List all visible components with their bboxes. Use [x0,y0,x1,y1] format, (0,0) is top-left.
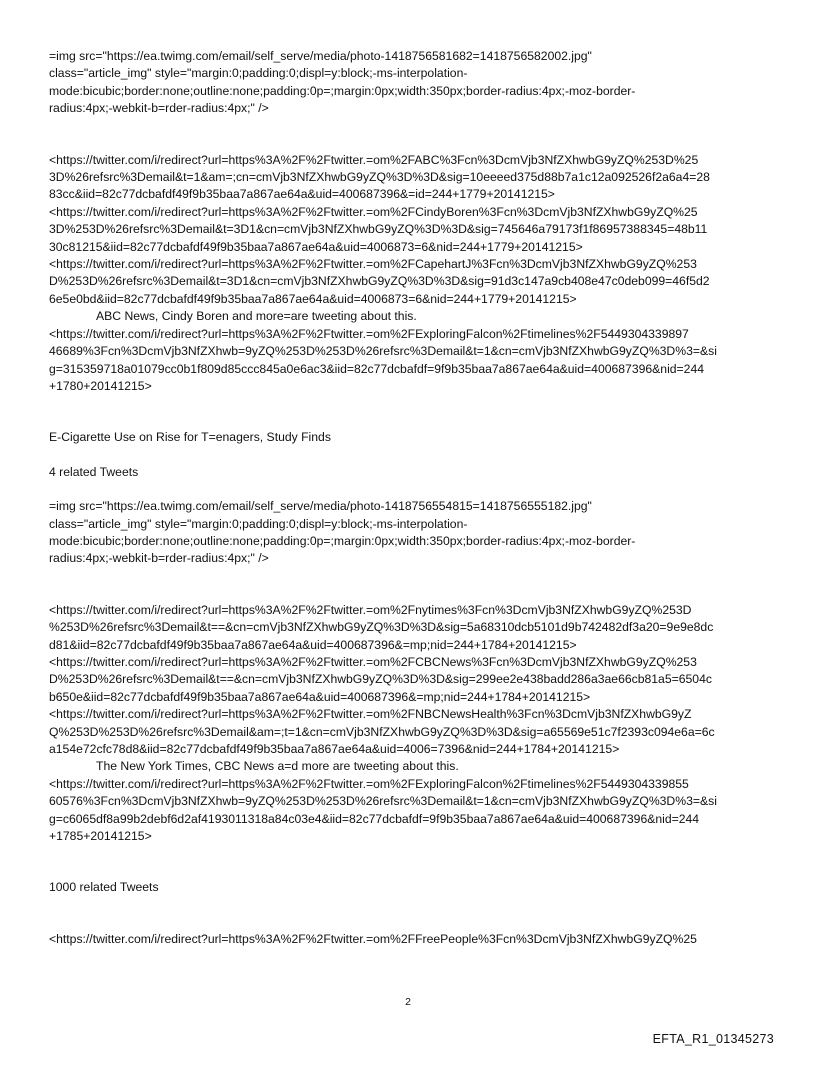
spacer [49,897,771,931]
timeline-link-2: <https://twitter.com/i/redirect?url=https%3A%2F%2Ftwitter.=om%2FExploringFalcon%2Ftimelines%2F5449304339855 60576%3Fcn%3DcmVjb3NfZXhwb=9yZQ%253D%253D%26refsrc%3Demail&t=1&cn=cmVjb3NfZXhwbG9yZQ%3D%3=&si g=c6065df8a99b2debf6d2af4193011318a84c03e4&iid=82c77dcbafdf=9f9b35baa7a867ae64a&uid=400687396&nid=244 +1785+20141215> [49,776,717,844]
document-id-stamp: EFTA_R1_01345273 [652,1032,774,1046]
related-tweets-count-2: 1000 related Tweets [49,880,159,895]
document-body [49,48,771,948]
spacer [49,481,771,498]
related-tweets-count-1: 4 related Tweets [49,464,139,479]
image-tag-text-1: =img src="https://ea.twimg.com/email/self_serve/media/photo-1418756581682=1418756582002.jpg" class="article_img" style="margin:0;padding:0;displ=y:block;-ms-interpolation- mode:bicubic;border:none;outline:none;padding:0p=;margin:0px;width:350px;border-radius:4px;-moz-border- radius:4px;-webkit-b=rder-radius:4px;" /> [49,49,636,116]
page-number: 2 [405,996,411,1008]
spacer [49,118,771,152]
spacer [49,395,771,429]
image-tag-text-2: =img src="https://ea.twimg.com/email/self_serve/media/photo-1418756554815=1418756555182.jpg" class="article_img" style="margin:0;padding:0;displ=y:block;-ms-interpolation- mode:bicubic;border:none;outline:none;padding:0p=;margin:0px;width:350px;border-radius:4px;-moz-border- radius:4px;-webkit-b=rder-radius:4px;" /> [49,499,636,566]
tweeting-about-line-1: ABC News, Cindy Boren and more=are tweeting about this. [96,309,417,324]
article-headline: E-Cigarette Use on Rise for T=enagers, Study Finds [49,430,331,445]
spacer [49,568,771,602]
tweeting-about-line-2: The New York Times, CBC News a=d more are tweeting about this. [96,759,459,774]
spacer [49,447,771,464]
redirect-links-group-1: <https://twitter.com/i/redirect?url=https%3A%2F%2Ftwitter.=om%2FABC%3Fcn%3DcmVjb3NfZXhwbG9yZQ%253D%25 3D%26refsrc%3Demail&t=1&am=;cn=cmVjb3NfZXhwbG9yZQ%3D%3D&sig=10eeeed375d88b7a1c12a092526f2a6a4=28 83cc&iid=82c77dcbafdf49f9b35baa7a867ae64a&uid=400687396&=id=244+1779+20141215> <https://twitter.com/i/redirect?url=https%3A%2F%2Ftwitter.=om%2FCindyBoren%3Fcn%3DcmVjb3NfZXhwbG9yZQ%25 3D%253D%26refsrc%3Demail&t=3D1&cn=cmVjb3NfZXhwbG9yZQ%3D%3D&sig=745646a79173f1f86957388345=48b11 30c81215&iid=82c77dcbafdf49f9b35baa7a867ae64a&uid=4006873=6&nid=244+1779+20141215> <https://twitter.com/i/redirect?url=https%3A%2F%2Ftwitter.=om%2FCapehartJ%3Fcn%3DcmVjb3NfZXhwbG9yZQ%253 D%253D%26refsrc%3Demail&t=3D1&cn=cmVjb3NfZXhwbG9yZQ%3D%3D&sig=91d3c147a9cb408e47c0deb099=46f5d2 6e5e0bd&iid=82c77dcbafdf49f9b35baa7a867ae64a&uid=4006873=6&nid=244+1779+20141215> [49,152,710,306]
timeline-link-1: <https://twitter.com/i/redirect?url=https%3A%2F%2Ftwitter.=om%2FExploringFalcon%2Ftimelines%2F5449304339897 46689%3Fcn%3DcmVjb3NfZXhwb=9yZQ%253D%253D%26refsrc%3Demail&t=1&cn=cmVjb3NfZXhwbG9yZQ%3D%3=&si g=315359718a01079cc0b1f809d85ccc845a0e6ac3&iid=82c77dcbafdf=9f9b35baa7a867ae64a&uid=400687396&nid=244 +1780+20141215> [49,326,717,393]
spacer [49,845,771,879]
redirect-links-group-2: <https://twitter.com/i/redirect?url=https%3A%2F%2Ftwitter.=om%2Fnytimes%3Fcn%3DcmVjb3NfZXhwbG9yZQ%253D %253D%26refsrc%3Demail&t==&cn=cmVjb3NfZXhwbG9yZQ%3D%3D&sig=5a68310dcb5101d9b742482df3a20=9e9e8dc d81&iid=82c77dcbafdf49f9b35baa7a867ae64a&uid=400687396&=mp;nid=244+1784+20141215> <https://twitter.com/i/redirect?url=https%3A%2F%2Ftwitter.=om%2FCBCNews%3Fcn%3DcmVjb3NfZXhwbG9yZQ%253 D%253D%26refsrc%3Demail&t==&cn=cmVjb3NfZXhwbG9yZQ%3D%3D&sig=299ee2e438badd286a3ae66cb81a5=6504c b650e&iid=82c77dcbafdf49f9b35baa7a867ae64a&uid=400687396&=mp;nid=244+1784+20141215> <https://twitter.com/i/redirect?url=https%3A%2F%2Ftwitter.=om%2FNBCNewsHealth%3Fcn%3DcmVjb3NfZXhwbG9yZ Q%253D%253D%26refsrc%3Demail&am=;t=1&cn=cmVjb3NfZXhwbG9yZQ%3D%3D&sig=a65569e51c7f2393c094e6a=6c a154e72cfc78d8&iid=82c77dcbafdf49f9b35baa7a867ae64a&uid=4006=7396&nid=244+1784+20141215> [49,602,715,756]
redirect-link-truncated: <https://twitter.com/i/redirect?url=https%3A%2F%2Ftwitter.=om%2FFreePeople%3Fcn%3DcmVjb3NfZXhwbG9yZQ%25 [49,931,697,946]
